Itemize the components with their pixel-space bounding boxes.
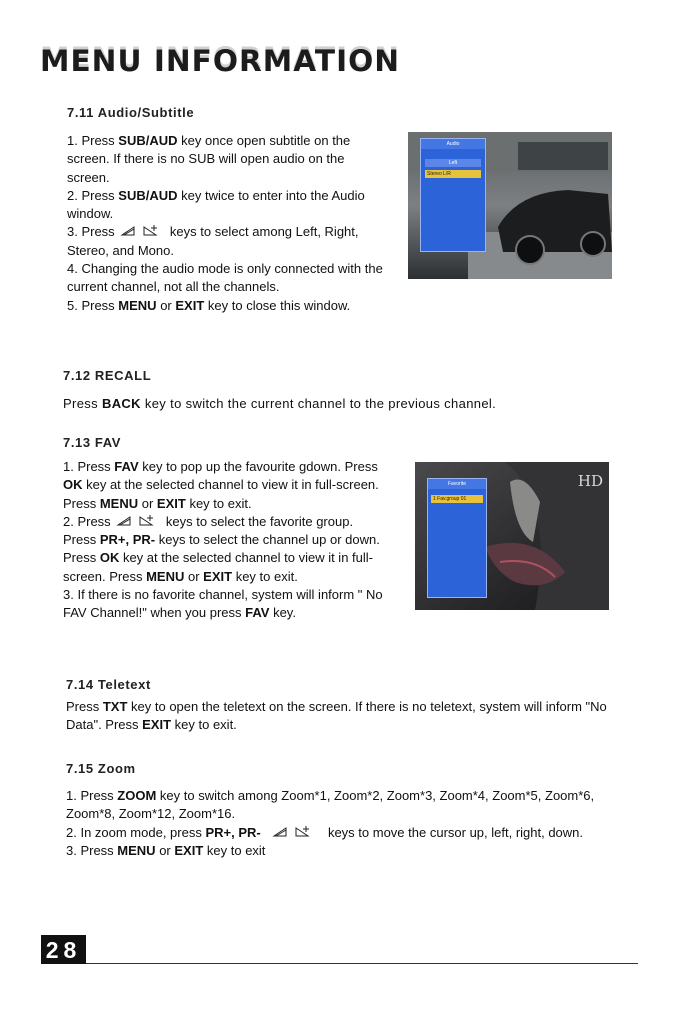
audio-step-3: 3. Press keys to select among Left, Right, Stereo, and Mono. — [67, 224, 359, 258]
zoom-text — [66, 787, 606, 860]
page-title: MENU INFORMATION — [40, 44, 401, 78]
heading-fav: 7.13 FAV — [63, 435, 122, 450]
audio-step-5: 5. Press MENU or EXIT key to close this window. — [67, 297, 351, 313]
zoom-step-1: 1. Press ZOOM key to switch among Zoom*1, Zoom*2, Zoom*3, Zoom*4, Zoom*5, Zoom*6, Zoom*8, Zoom*12, Zoom*16. — [66, 788, 595, 822]
heading-teletext: 7.14 Teletext — [66, 677, 151, 692]
audio-step-1: 1. Press SUB/AUD key once open subtitle on the screen. If there is no SUB will open audio on the screen. — [67, 133, 351, 185]
heading-audio-subtitle: 7.11 Audio/Subtitle — [67, 105, 195, 120]
fav-window-screenshot — [415, 462, 609, 610]
audio-osd-option-left: Left — [425, 159, 481, 167]
heading-zoom: 7.15 Zoom — [66, 761, 136, 776]
audio-step-2: 2. Press SUB/AUD key twice to enter into the Audio window. — [67, 187, 365, 222]
zoom-step-2: 2. In zoom mode, press PR+, PR- keys to move the cursor up, left, right, down. — [66, 824, 584, 840]
volume-keys-icon — [116, 514, 160, 528]
fav-text — [63, 458, 385, 623]
audio-osd-panel — [420, 138, 486, 252]
fav-osd-title: Favorite — [428, 479, 486, 489]
volume-keys-icon — [266, 825, 322, 839]
fav-osd-panel — [427, 478, 487, 598]
zoom-step-3: 3. Press MENU or EXIT key to exit — [66, 842, 266, 858]
hd-logo: HD — [577, 472, 603, 490]
footer-rule — [86, 963, 638, 964]
fav-step-1: 1. Press FAV key to pop up the favourite gdown. Press OK key at the selected channel to view it in full-screen. Press MENU or EXIT key to exit. — [63, 459, 379, 511]
teletext-text: Press TXT key to open the teletext on the screen. If there is no teletext, system will inform "No Data". Press EXIT key to exit. — [66, 699, 607, 733]
audio-step-4: 4. Changing the audio mode is only connected with the current channel, not all the channels. — [67, 261, 383, 295]
audio-osd-title: Audio — [421, 139, 485, 149]
audio-window-screenshot — [408, 132, 612, 279]
fav-step-3: 3. If there is no favorite channel, system will inform " No FAV Channel!" when you press FAV key. — [63, 587, 383, 621]
page-number: 28 — [41, 935, 86, 964]
fav-osd-group-item: 1 Fav.group 01 — [431, 495, 483, 503]
audio-subtitle-text — [67, 132, 385, 315]
volume-keys-icon — [120, 224, 164, 238]
heading-recall: 7.12 RECALL — [63, 368, 152, 383]
fav-step-2: 2. Press keys to select the favorite group. Press PR+, PR- keys to select the channel up or down. Press OK key at the selected channel to view it in full-screen. Press MENU or EXIT key to exit. — [63, 513, 380, 584]
recall-text: Press BACK key to switch the current channel to the previous channel. — [63, 396, 497, 411]
audio-osd-option-stereo: Stereo L/R — [425, 170, 481, 178]
